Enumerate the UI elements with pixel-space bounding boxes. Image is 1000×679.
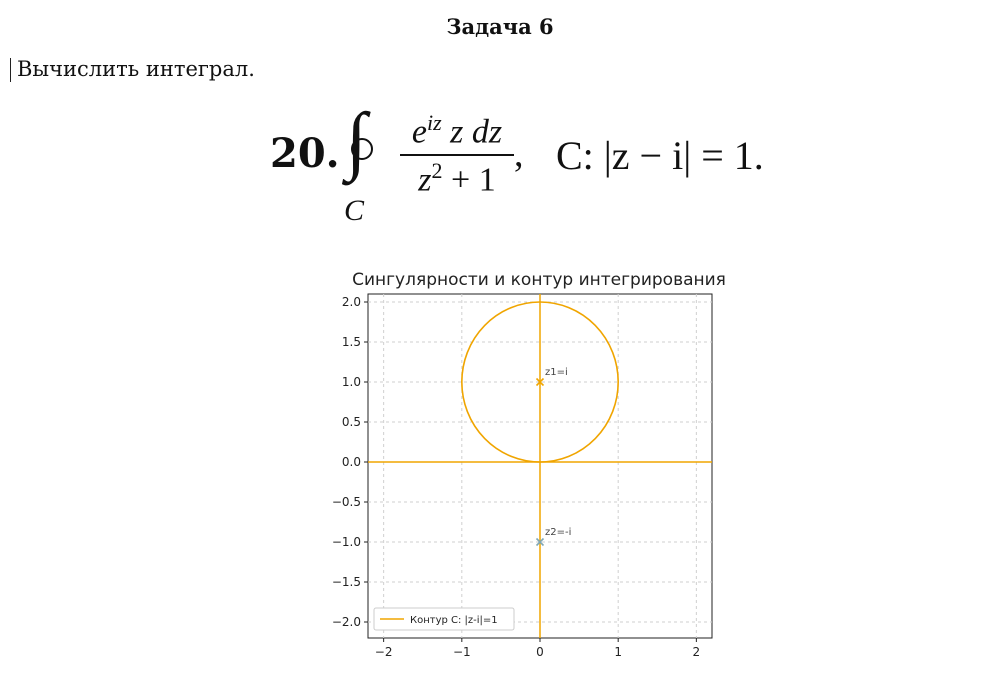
- x-tick-label: 1: [614, 645, 623, 659]
- singularity-label: z2=-i: [545, 527, 572, 538]
- y-tick-label: 0.5: [341, 415, 361, 429]
- chart-legend: [374, 608, 514, 630]
- y-tick-label: 0.0: [341, 455, 361, 469]
- x-tick-label: 2: [692, 645, 701, 659]
- numerator-exponent: iz: [426, 110, 442, 135]
- y-tick-label: −1.0: [331, 535, 361, 549]
- integral-sign: ∫: [346, 98, 367, 182]
- y-tick-label: 2.0: [341, 295, 361, 309]
- y-tick-label: −0.5: [331, 495, 361, 509]
- chart-title: Сингулярности и контур интегрирования: [352, 270, 726, 290]
- legend-label: Контур C: |z-i|=1: [410, 615, 498, 626]
- problem-title: Задача 6: [446, 14, 554, 39]
- contour-condition: C: |z − i| = 1.: [556, 133, 764, 178]
- y-tick-label: 1.0: [341, 375, 361, 389]
- denominator-exponent: 2: [431, 158, 443, 183]
- denominator-base: z: [418, 161, 432, 199]
- instruction-text: Вычислить интеграл.: [17, 57, 255, 81]
- numerator-rest: z dz: [450, 113, 503, 151]
- contour-subscript: C: [344, 194, 365, 227]
- formula-number: 20.: [270, 130, 340, 177]
- singularity-label: z1=i: [545, 367, 568, 378]
- chart-series: [368, 294, 712, 638]
- numerator-base: e: [411, 113, 427, 151]
- x-tick-label: −1: [452, 645, 471, 659]
- x-tick-label: −2: [374, 645, 393, 659]
- formula-comma: ,: [514, 133, 524, 175]
- denominator-rest: + 1: [451, 161, 496, 199]
- y-tick-label: −1.5: [331, 575, 361, 589]
- chart-ticks: [332, 295, 700, 659]
- y-tick-label: −2.0: [331, 615, 361, 629]
- x-tick-label: 0: [536, 645, 544, 659]
- y-tick-label: 1.5: [341, 335, 361, 349]
